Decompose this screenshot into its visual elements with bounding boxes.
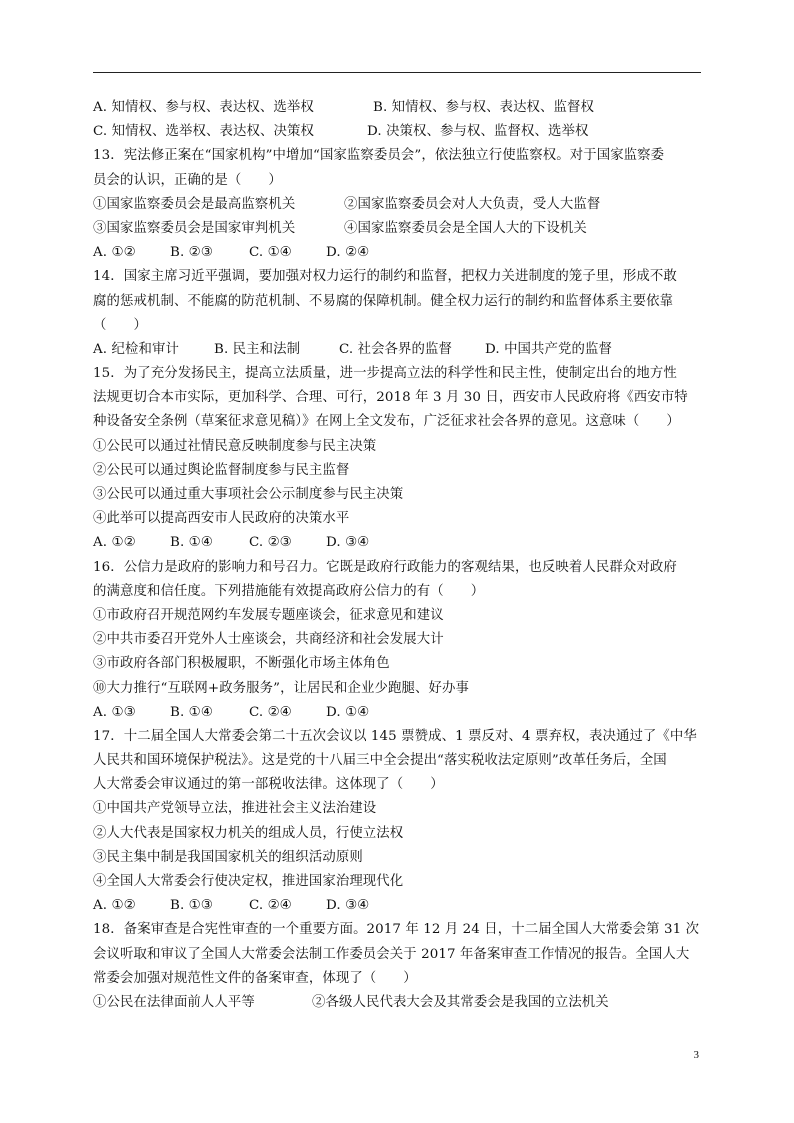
text-line: 常委会加强对规范性文件的备案审查，体现了（ ） (93, 970, 417, 986)
option-item: B. ①③ (170, 898, 213, 914)
text-line: ④此举可以提高西安市人民政府的决策水平 (93, 511, 350, 527)
text-line: 16．公信力是政府的影响力和号召力。它既是政府行政能力的客观结果，也反映着人民群众对政府 (93, 559, 677, 575)
option-row (93, 217, 713, 241)
option-item: ②各级人民代表大会及其常委会是我国的立法机关 (312, 994, 609, 1010)
text-line: 14．国家主席习近平强调，要加强对权力运行的制约和监督，把权力关进制度的笼子里，形成不敢 (93, 269, 677, 285)
option-item: B. ①④ (170, 704, 213, 720)
text-line: 腐的惩戒机制、不能腐的防范机制、不易腐的保障机制。健全权力运行的制约和监督体系主要依靠 (93, 293, 674, 309)
option-row (93, 338, 713, 362)
text-line: 17．十二届全国人大常委会第二十五次会议以 145 票赞成、1 票反对、4 票弃权，表决通过了《中华 (93, 728, 697, 744)
option-item: ①国家监察委员会是最高监察机关 (93, 196, 296, 212)
text-line: 会议听取和审议了全国人大常委会法制工作委员会关于 2017 年备案审查工作情况的报告。全国人大 (93, 946, 690, 962)
text-line: （ ） (93, 317, 147, 333)
text-line: 15．为了充分发扬民主，提高立法质量，进一步提高立法的科学性和民主性，使制定出台的地方性 (93, 366, 677, 382)
option-item: B. ②③ (170, 245, 213, 261)
option-item: A. ①② (93, 535, 136, 551)
text-line: 人大常委会审议通过的第一部税收法律。这体现了（ ） (93, 777, 444, 793)
header-rule (93, 72, 701, 73)
option-item: ③国家监察委员会是国家审判机关 (93, 220, 296, 236)
text-line: 的满意度和信任度。下列措施能有效提高政府公信力的有（ ） (93, 583, 485, 599)
option-item: A. 纪检和审计 (93, 341, 179, 357)
option-item: C. ②④ (249, 898, 292, 914)
option-item: ④国家监察委员会是全国人大的下设机关 (344, 220, 587, 236)
text-line: ③民主集中制是我国国家机关的组织活动原则 (93, 849, 363, 865)
text-line: 种设备安全条例（草案征求意见稿）》在网上全文发布，广泛征求社会各界的意见。这意味（ ） (93, 414, 680, 430)
page-number: 3 (693, 1049, 699, 1061)
text-line: ①中国共产党领导立法，推进社会主义法治建设 (93, 801, 377, 817)
option-item: A. ①③ (93, 704, 136, 720)
option-row (93, 531, 713, 555)
option-item: C. 社会各界的监督 (339, 341, 453, 357)
text-line: 法规更切合本市实际，更加科学、合理、可行，2018 年 3 月 30 日，西安市人民政府将《西安市特 (93, 390, 688, 406)
text-line: ③公民可以通过重大事项社会公示制度参与民主决策 (93, 487, 404, 502)
option-row (93, 894, 713, 918)
option-row (93, 120, 713, 144)
text-line: ⑩大力推行“互联网+政务服务”，让居民和企业少跑腿、好办事 (93, 680, 469, 696)
option-row (93, 241, 713, 265)
option-row (93, 193, 713, 217)
text-line: ①市政府召开规范网约车发展专题座谈会，征求意见和建议 (93, 607, 444, 623)
option-item: A. ①② (93, 245, 136, 261)
option-item: ②国家监察委员会对人大负责，受人大监督 (344, 196, 601, 212)
option-item: C. ①④ (249, 245, 292, 261)
page-content (93, 96, 713, 1015)
option-item: C. ②④ (249, 704, 292, 720)
option-item: D. ③④ (326, 898, 370, 914)
option-item: D. ③④ (326, 535, 370, 551)
option-item: D. 中国共产党的监督 (485, 341, 612, 357)
option-item: A. 知情权、参与权、表达权、选举权 (93, 100, 314, 115)
option-item: C. ②③ (249, 535, 292, 551)
text-line: 员会的认识，正确的是（ ） (93, 172, 282, 188)
option-item: B. ①④ (170, 535, 213, 551)
text-line: 13．宪法修正案在“国家机构”中增加“国家监察委员会”，依法独立行使监察权。对于国家监察委 (93, 148, 665, 164)
option-item: D. 决策权、参与权、监督权、选举权 (367, 124, 589, 140)
text-line: ②中共市委召开党外人士座谈会，共商经济和社会发展大计 (93, 632, 444, 648)
text-line: 人民共和国环境保护税法》。这是党的十八届三中全会提出“落实税收法定原则”改革任务后，全国 (93, 753, 667, 769)
option-item: A. ①② (93, 898, 136, 914)
option-item: ①公民在法律面前人人平等 (93, 994, 255, 1010)
text-line: ②人大代表是国家权力机关的组成人员，行使立法权 (93, 825, 404, 841)
option-item: C. 知情权、选举权、表达权、决策权 (93, 124, 314, 140)
option-item: D. ①④ (326, 704, 370, 720)
option-item: D. ②④ (326, 245, 370, 261)
text-line: 18．备案审查是合宪性审查的一个重要方面。2017 年 12 月 24 日，十二届全国人大常委会第 31 次 (93, 922, 700, 938)
option-row (93, 991, 713, 1015)
text-line: ④全国人大常委会行使决定权，推进国家治理现代化 (93, 874, 404, 889)
text-line: ②公民可以通过舆论监督制度参与民主监督 (93, 462, 350, 478)
option-row (93, 96, 713, 120)
option-item: B. 民主和法制 (214, 341, 301, 357)
text-line: ①公民可以通过社情民意反映制度参与民主决策 (93, 438, 377, 454)
option-item: B. 知情权、参与权、表达权、监督权 (373, 100, 595, 115)
text-line: ③市政府各部门积极履职，不断强化市场主体角色 (93, 656, 390, 672)
option-row (93, 701, 713, 725)
